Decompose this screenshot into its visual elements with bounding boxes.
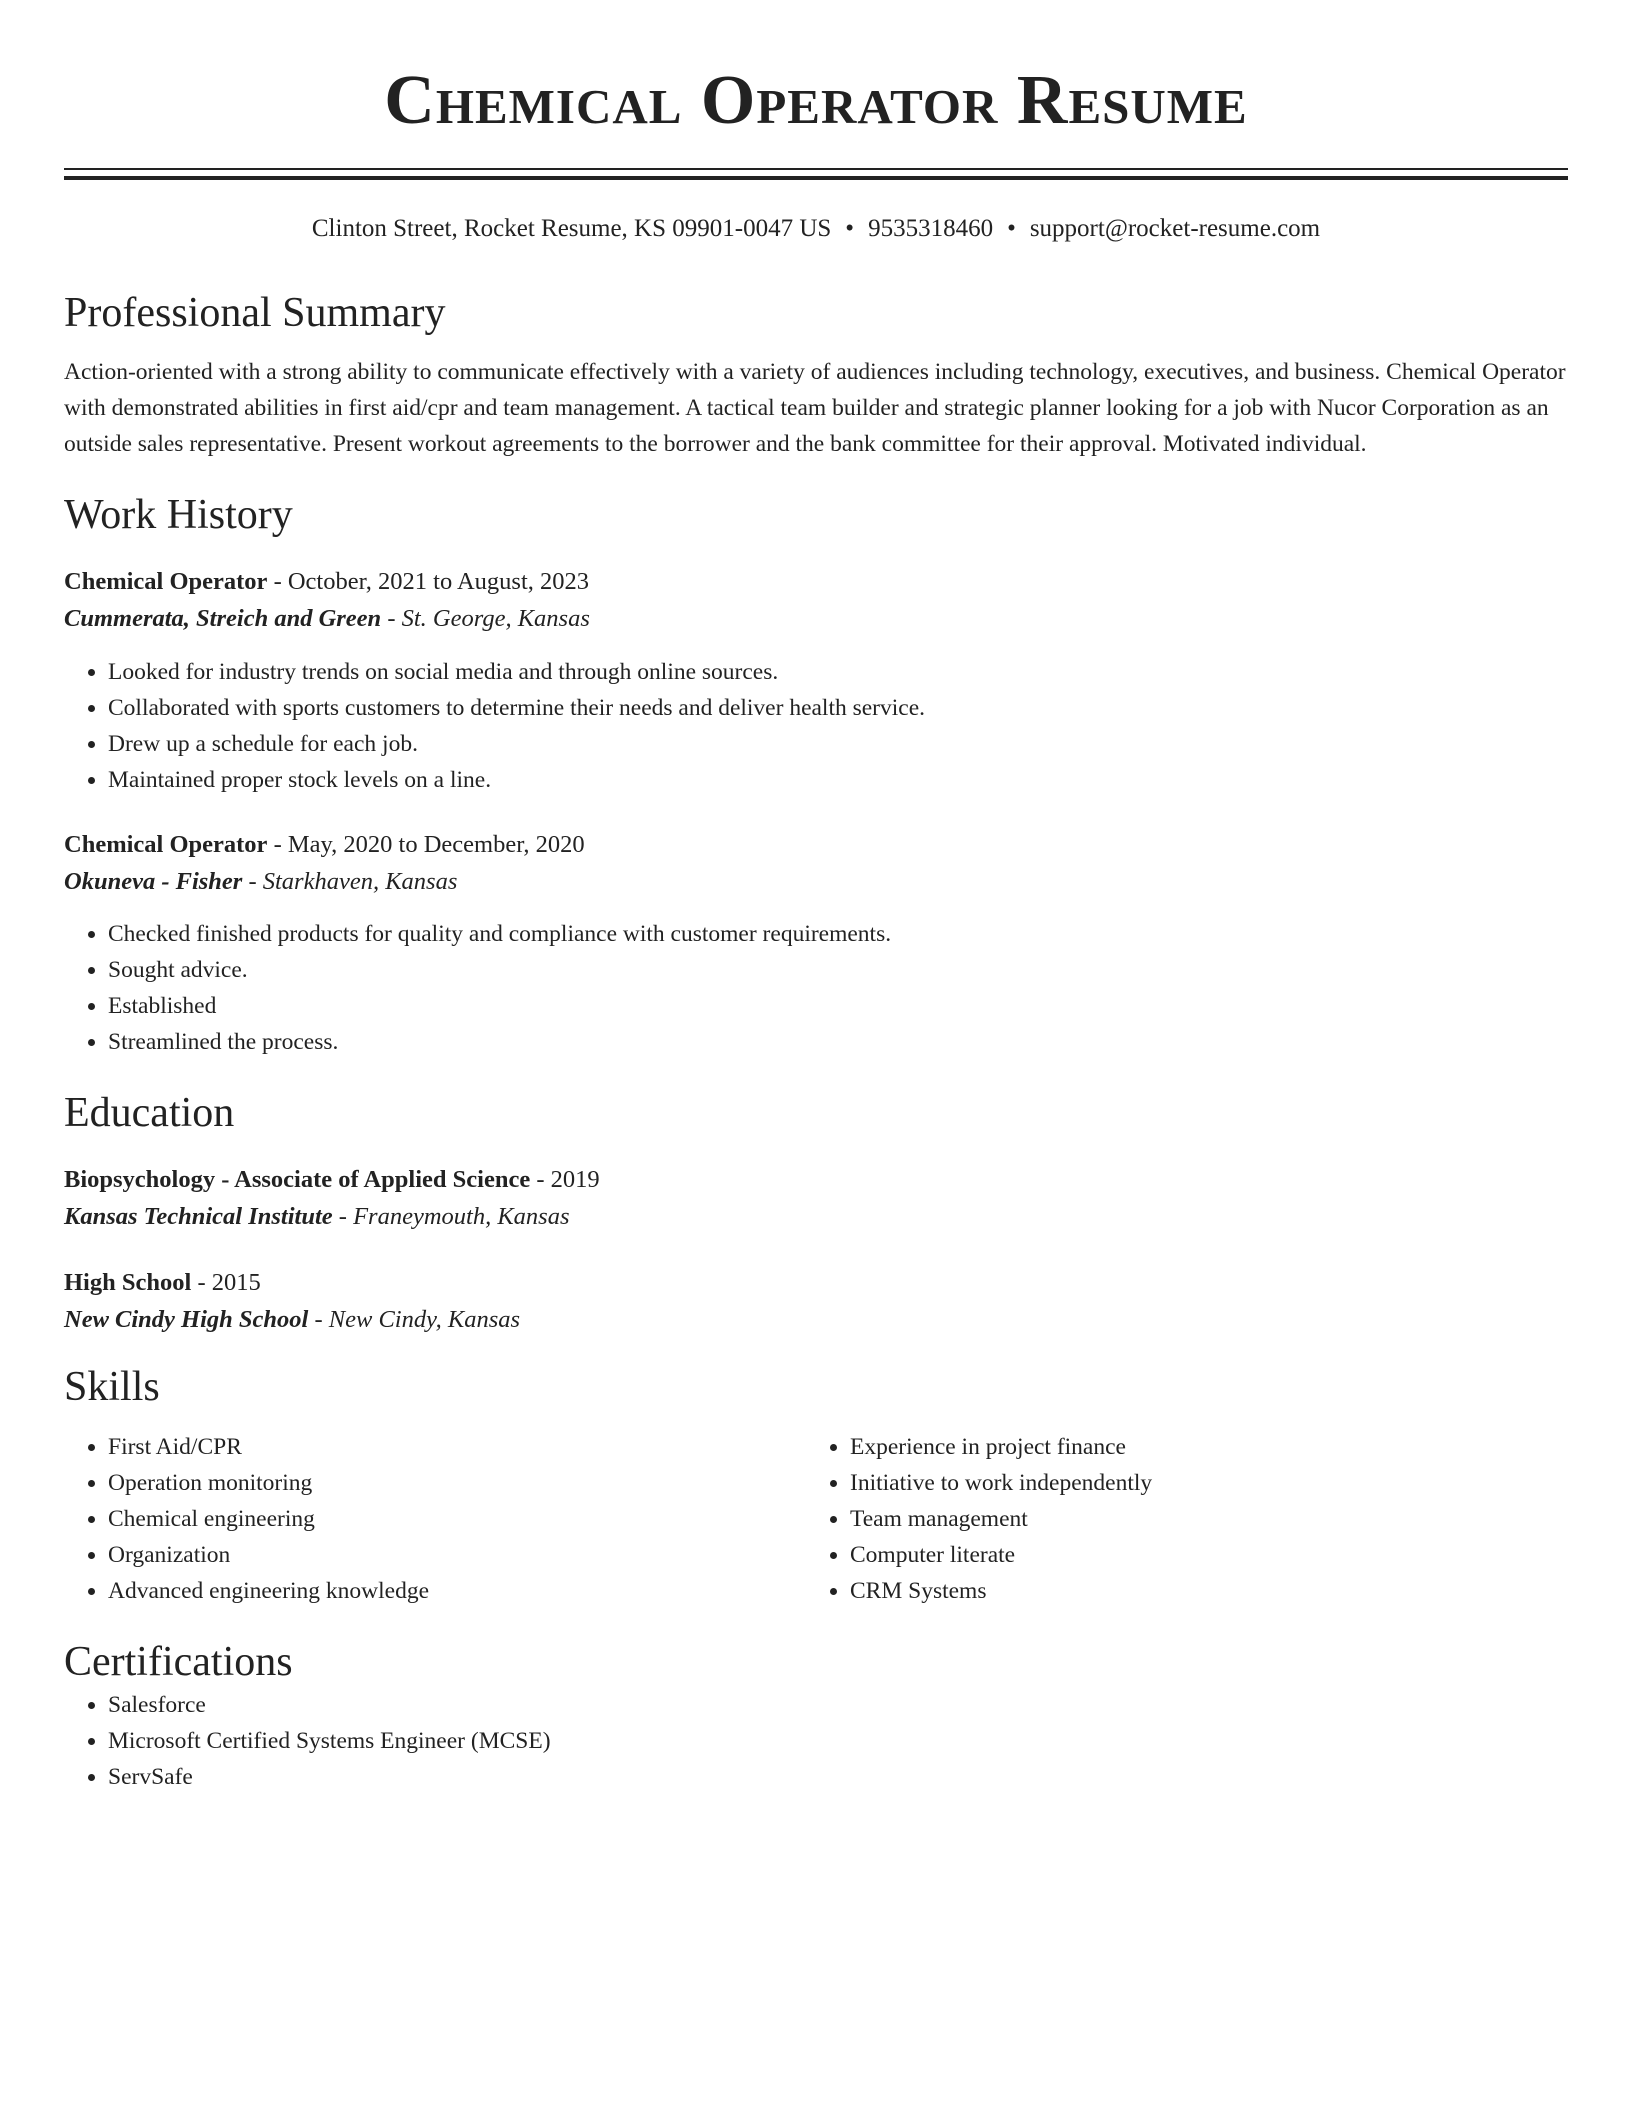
job-duties-list (64, 654, 1568, 798)
list-item: • Checked finished products for quality and compliance with customer requirements. (108, 916, 1568, 952)
list-item: • Microsoft Certified Systems Engineer (MCSE) (108, 1723, 1568, 1759)
skills-heading: Skills (64, 1364, 160, 1411)
list-item: • Streamlined the process. (108, 1024, 1568, 1060)
title-divider (64, 168, 1568, 180)
education-degree: Biopsychology - Associate of Applied Science (64, 1165, 531, 1193)
contact-separator: • (845, 215, 855, 242)
education-location: - New Cindy, Kansas (308, 1305, 521, 1333)
job-company: Okuneva - Fisher (64, 867, 243, 895)
education-entry (64, 1165, 1568, 1232)
certifications-list (64, 1687, 1568, 1795)
job-company: Cummerata, Streich and Green (64, 605, 382, 633)
education-entry (64, 1268, 1568, 1335)
list-item: • Looked for industry trends on social media and through online sources. (108, 654, 1568, 690)
list-item: • Drew up a schedule for each job. (108, 726, 1568, 762)
list-item: • Chemical engineering (108, 1501, 806, 1537)
contact-line (64, 214, 1568, 244)
education-degree-line (64, 1268, 1568, 1297)
list-item: • CRM Systems (850, 1573, 1548, 1609)
education-year: - 2019 (530, 1165, 600, 1193)
job-title-line (64, 830, 1568, 859)
contact-email: support@rocket-resume.com (1029, 215, 1321, 242)
education-school: New Cindy High School (64, 1305, 309, 1333)
summary-text: Action-oriented with a strong ability to communicate effectively with a variety of audiences including technology, executives, and business. Chemical Operator with demonstrated abilities in first aid/cpr and team management. A tactical team builder and strategic planner looking for a job with Nucor Corporation as an outside sales representative. Present workout agreements to the borrower and the bank committee for their approval. Motivated individual. (64, 359, 1566, 458)
list-item: • Organization (108, 1537, 806, 1573)
education-degree: High School (64, 1268, 192, 1296)
education-degree-line (64, 1165, 1568, 1194)
contact-phone: 9535318460 (868, 215, 994, 242)
skills-list (64, 1429, 806, 1609)
job-company-line (64, 867, 1568, 896)
list-item: • ServSafe (108, 1759, 1568, 1795)
education-school-line (64, 1202, 1568, 1231)
list-item: • Experience in project finance (850, 1429, 1548, 1465)
job-location: - St. George, Kansas (381, 605, 590, 633)
education-year: - 2015 (191, 1268, 261, 1296)
job-title: Chemical Operator (64, 830, 268, 858)
summary-heading: Professional Summary (64, 290, 446, 336)
education-school: Kansas Technical Institute (64, 1203, 333, 1231)
job-duties-list (64, 916, 1568, 1060)
job-title-line (64, 567, 1568, 596)
list-item: • Established (108, 988, 1568, 1024)
certifications-heading: Certifications (64, 1638, 293, 1685)
work-history-heading: Work History (64, 492, 293, 539)
job-dates: - October, 2021 to August, 2023 (267, 567, 590, 595)
list-item: • Sought advice. (108, 952, 1568, 988)
list-item: • Collaborated with sports customers to determine their needs and deliver health service. (108, 690, 1568, 726)
list-item: • Advanced engineering knowledge (108, 1573, 806, 1609)
list-item: • First Aid/CPR (108, 1429, 806, 1465)
education-heading: Education (64, 1090, 235, 1137)
education-school-line (64, 1305, 1568, 1334)
list-item: • Team management (850, 1501, 1548, 1537)
job-company-line (64, 604, 1568, 633)
skills-column-right (806, 1429, 1548, 1609)
job-entry (64, 830, 1568, 1061)
job-entry (64, 567, 1568, 798)
contact-address: Clinton Street, Rocket Resume, KS 09901-0047 US (311, 215, 832, 242)
contact-separator: • (1007, 215, 1016, 242)
list-item: • Operation monitoring (108, 1465, 806, 1501)
job-location: - Starkhaven, Kansas (242, 867, 458, 895)
list-item: • Salesforce (108, 1687, 1568, 1723)
job-title: Chemical Operator (64, 567, 268, 595)
page-title: Chemical Operator Resume (384, 62, 1248, 139)
list-item: • Initiative to work independently (850, 1465, 1548, 1501)
list-item: • Maintained proper stock levels on a line. (108, 762, 1568, 798)
skills-column-left (64, 1429, 806, 1609)
skills-list (806, 1429, 1548, 1609)
list-item: • Computer literate (850, 1537, 1548, 1573)
job-dates: - May, 2020 to December, 2020 (267, 830, 585, 858)
skills-grid (64, 1429, 1568, 1609)
education-location: - Franeymouth, Kansas (332, 1203, 570, 1231)
